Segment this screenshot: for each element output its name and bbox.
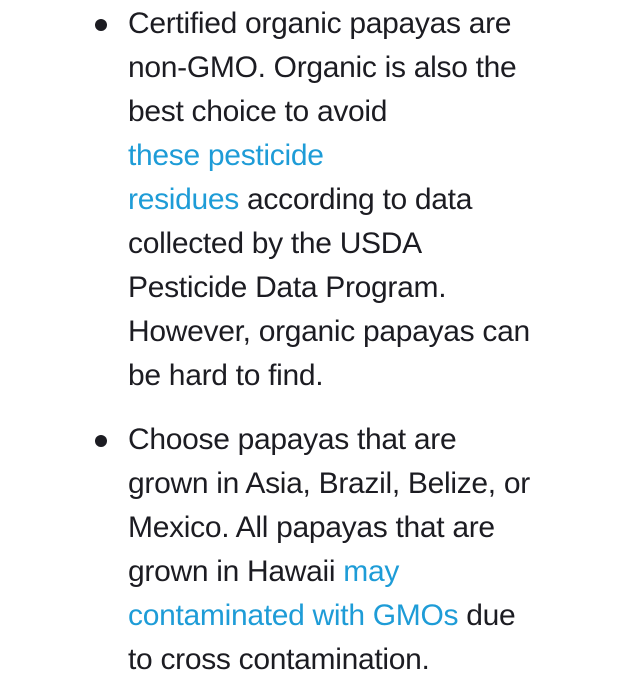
text-segment: non-GMO. Organic is also the: [128, 51, 517, 84]
bullet-icon: [95, 19, 107, 31]
text-line: [128, 506, 640, 550]
list-item-content: [128, 418, 640, 682]
text-segment: Certified organic papayas are: [128, 7, 512, 40]
bullet-list: [0, 2, 640, 682]
text-line: [128, 46, 640, 90]
text-line: [128, 2, 640, 46]
text-line: [128, 266, 640, 310]
text-segment: be hard to find.: [128, 359, 324, 392]
text-segment: to cross contamination.: [128, 643, 430, 676]
text-segment: due: [458, 599, 516, 632]
text-line: [128, 178, 640, 222]
text-segment: grown in Hawaii: [128, 555, 344, 588]
text-line: [128, 638, 640, 682]
text-segment: best choice to avoid: [128, 95, 388, 128]
list-item-content: [128, 2, 640, 398]
text-line: [128, 462, 640, 506]
text-segment: collected by the USDA: [128, 227, 422, 260]
text-segment: However, organic papayas can: [128, 315, 530, 348]
pesticide-residues-link[interactable]: residues: [128, 183, 239, 216]
text-line: [128, 90, 640, 134]
gmo-contamination-link[interactable]: may: [343, 555, 400, 588]
text-segment: Choose papayas that are: [128, 423, 457, 456]
text-segment: according to data: [239, 183, 473, 216]
gmo-contamination-link[interactable]: contaminated with GMOs: [128, 599, 459, 632]
list-item: [0, 2, 640, 398]
list-item: [0, 418, 640, 682]
text-segment: Pesticide Data Program.: [128, 271, 447, 304]
text-segment: Mexico. All papayas that are: [128, 511, 495, 544]
text-line: [128, 550, 640, 594]
text-line: [128, 222, 640, 266]
pesticide-residues-link[interactable]: these pesticide: [128, 139, 324, 172]
text-line: [128, 594, 640, 638]
text-segment: grown in Asia, Brazil, Belize, or: [128, 467, 530, 500]
bullet-icon: [95, 435, 107, 447]
text-line: [128, 134, 640, 178]
text-line: [128, 310, 640, 354]
text-line: [128, 418, 640, 462]
text-line: [128, 354, 640, 398]
